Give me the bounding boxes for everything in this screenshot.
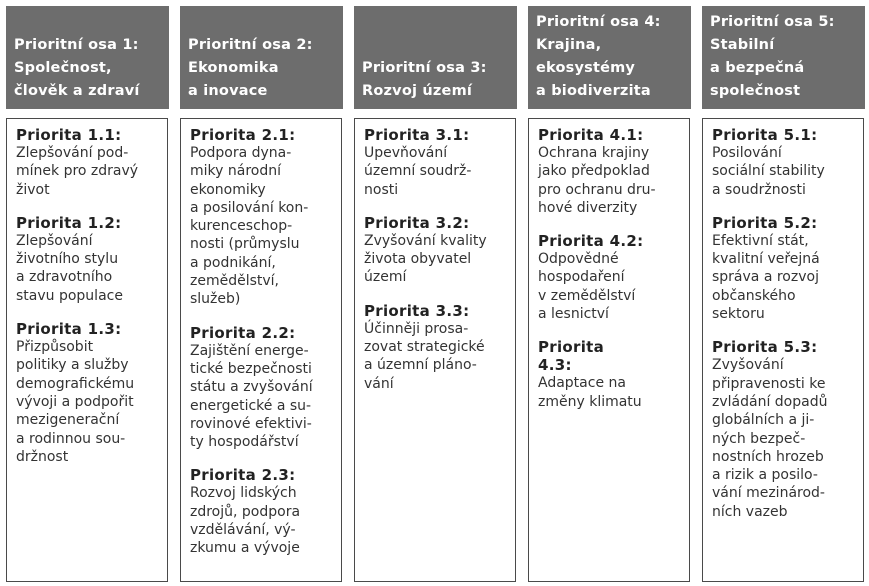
priority-description-line: ních vazeb — [712, 503, 788, 520]
priority-title — [538, 126, 683, 144]
priority-title-line: Priorita 1.2: — [16, 213, 122, 232]
priority-title-line: Priorita 4.2: — [538, 232, 644, 251]
priority-description-line: Upevňování — [364, 145, 448, 161]
priority-description-line: držnost — [16, 448, 69, 465]
priority-title-line: Priorita 3.1: — [364, 126, 470, 144]
priority-description-line: kvalitní veřejná — [712, 251, 820, 268]
axis-header-line: Rozvoj území — [362, 83, 473, 99]
priority-item — [364, 126, 509, 199]
priority-item — [16, 214, 161, 305]
priority-title-line: Priorita 3.3: — [364, 301, 470, 320]
priority-description — [16, 338, 161, 466]
axis-header-line: Společnost, — [14, 60, 112, 76]
priority-item — [190, 466, 335, 557]
axis-header-line: ekosystémy — [536, 60, 636, 76]
priority-description — [364, 320, 509, 393]
axis-header-line: a biodiverzita — [536, 83, 651, 99]
priority-description-line: území — [364, 269, 407, 286]
priority-title — [538, 232, 683, 250]
priority-description-line: a zdravotního — [16, 269, 113, 286]
priority-item — [712, 214, 857, 323]
priority-item — [16, 126, 161, 199]
axis-header — [702, 6, 865, 109]
priority-description-line: demografickému — [16, 375, 135, 392]
priority-description-line: ekonomiky — [190, 181, 266, 198]
priority-description-line: Zvyšování — [712, 357, 784, 374]
axis-header-line: a bezpečná — [710, 60, 805, 76]
priority-title-line: Priorita 3.2: — [364, 213, 470, 232]
priority-description-line: Účinněji prosa- — [364, 320, 469, 337]
priority-title — [712, 126, 857, 144]
priority-title-line: Priorita 1.1: — [16, 126, 122, 144]
priority-description-line: ty hospodářství — [190, 434, 299, 451]
priority-description — [712, 144, 857, 199]
priority-title — [16, 320, 161, 338]
priority-description-line: globálních a ji- — [712, 412, 815, 429]
priority-item — [712, 338, 857, 521]
priority-description — [190, 144, 335, 309]
priorities-box — [180, 118, 342, 582]
priority-item — [16, 320, 161, 466]
priority-title-line: Priorita 4.1: — [538, 126, 644, 144]
priority-description-line: vání — [364, 375, 394, 392]
priority-description — [190, 342, 335, 452]
priority-description-line: Rozvoj lidských — [190, 485, 297, 502]
priority-description — [190, 484, 335, 557]
priority-description-line: občanského — [712, 287, 796, 304]
priority-title — [364, 214, 509, 232]
priority-description-line: politiky a služby — [16, 357, 129, 374]
priority-description-line: vývoji a podpořit — [16, 393, 134, 410]
priority-item — [538, 232, 683, 323]
priority-description-line: a rodinnou sou- — [16, 430, 126, 447]
priority-description-line: připravenosti ke — [712, 375, 826, 392]
priority-item — [712, 126, 857, 199]
priority-description-line: ných bezpeč- — [712, 430, 806, 447]
axis-header-line: Ekonomika — [188, 60, 279, 76]
priority-description-line: zvládání dopadů — [712, 393, 828, 410]
priority-description-line: Přizpůsobit — [16, 339, 94, 356]
priority-description-line: nosti (průmyslu — [190, 236, 300, 253]
priority-title — [16, 214, 161, 232]
priority-description-line: miky národní — [190, 163, 281, 180]
priority-description-line: a soudržnosti — [712, 181, 806, 198]
priority-description-line: nosti — [364, 181, 399, 198]
priority-description — [712, 356, 857, 521]
priority-description-line: Odpovědné — [538, 251, 619, 268]
priority-title — [190, 324, 335, 342]
priority-description-line: vzdělávání, vý- — [190, 522, 296, 539]
priorities-box — [354, 118, 516, 582]
priority-description-line: rovinové efektivi- — [190, 415, 312, 432]
axis-header-line: Stabilní — [710, 37, 775, 53]
priority-description-line: hospodaření — [538, 269, 625, 286]
priority-description-line: Zlepšování — [16, 232, 93, 249]
priority-description-line: sektoru — [712, 306, 765, 323]
priority-description-line: energetické a su- — [190, 397, 312, 414]
axis-header — [180, 6, 343, 109]
priority-description — [538, 250, 683, 323]
priority-description-line: hové diverzity — [538, 199, 638, 216]
priority-description — [16, 232, 161, 305]
priority-description-line: mínek pro zdravý — [16, 163, 139, 180]
axis-header-line: a inovace — [188, 83, 268, 99]
priority-description-line: zkumu a vývoje — [190, 540, 300, 557]
priority-title-line: Priorita 2.2: — [190, 323, 296, 342]
priority-description — [16, 144, 161, 199]
priority-description — [538, 144, 683, 217]
priority-description-line: a územní pláno- — [364, 357, 477, 374]
axis-header-line: Prioritní osa 5: — [710, 14, 835, 30]
priority-description-line: jako předpoklad — [538, 163, 650, 180]
axis-header-line: Prioritní osa 1: — [14, 37, 139, 53]
priority-description-line: územní soudrž- — [364, 163, 472, 180]
axis-header-line: Prioritní osa 3: — [362, 60, 487, 76]
priority-description-line: a rizik a posilo- — [712, 467, 818, 484]
axis-header — [528, 6, 691, 109]
priority-description — [538, 374, 683, 411]
priority-title — [364, 126, 509, 144]
priority-description-line: Zlepšování pod- — [16, 145, 129, 161]
priority-description-line: stavu populace — [16, 287, 123, 304]
priority-description — [712, 232, 857, 323]
priority-description-line: zdrojů, podpora — [190, 503, 301, 520]
priority-description-line: zemědělství, — [190, 273, 280, 290]
priority-description-line: zovat strategické — [364, 339, 485, 356]
priority-description-line: kurenceschop- — [190, 218, 293, 235]
priority-title-line: Priorita 5.3: — [712, 338, 818, 357]
axis-header-line: Prioritní osa 4: — [536, 14, 661, 30]
priority-description-line: Zvyšování kvality — [364, 232, 487, 249]
priority-title — [712, 214, 857, 232]
priority-item — [364, 302, 509, 393]
priority-description-line: života obyvatel — [364, 251, 472, 268]
priority-description-line: Zajištění energe- — [190, 342, 309, 359]
priority-description-line: správa a rozvoj — [712, 269, 819, 286]
priority-description-line: a posilování kon- — [190, 199, 309, 216]
priority-description-line: a lesnictví — [538, 306, 609, 323]
priority-title — [190, 126, 335, 144]
priority-description-line: mezigenerační — [16, 412, 120, 429]
priorities-box — [528, 118, 690, 582]
priority-title-line: Priorita 5.1: — [712, 126, 818, 144]
priority-item — [190, 324, 335, 452]
priority-item — [538, 126, 683, 217]
priority-title — [538, 338, 683, 374]
priorities-box — [702, 118, 864, 582]
axis-header-line: Prioritní osa 2: — [188, 37, 313, 53]
priority-description — [364, 232, 509, 287]
priority-item — [538, 338, 683, 411]
priority-title-line: Priorita 2.1: — [190, 126, 296, 144]
axis-header-line: Krajina, — [536, 37, 602, 53]
priority-title-line: 4.3: — [538, 356, 572, 375]
priority-description-line: a podnikání, — [190, 254, 276, 271]
priority-description-line: Posilování — [712, 145, 782, 161]
priority-description — [364, 144, 509, 199]
axis-header-line: společnost — [710, 83, 801, 99]
priority-title-line: Priorita 5.2: — [712, 213, 818, 232]
priority-description-line: nostních hrozeb — [712, 448, 824, 465]
priority-description-line: Adaptace na — [538, 375, 626, 392]
priority-description-line: pro ochranu dru- — [538, 181, 656, 198]
priority-description-line: v zemědělství — [538, 287, 636, 304]
priority-item — [190, 126, 335, 309]
priority-description-line: služeb) — [190, 291, 241, 308]
priorities-box — [6, 118, 168, 582]
priority-title-line: Priorita — [538, 338, 605, 357]
priority-description-line: státu a zvyšování — [190, 379, 313, 396]
priority-title — [16, 126, 161, 144]
axis-header — [6, 6, 169, 109]
priority-description-line: vání mezinárod- — [712, 485, 825, 502]
priority-description-line: Podpora dyna- — [190, 145, 292, 161]
priority-description-line: sociální stability — [712, 163, 825, 180]
axis-header — [354, 6, 517, 109]
axis-header-line: člověk a zdraví — [14, 83, 140, 99]
priority-description-line: Efektivní stát, — [712, 232, 809, 249]
priority-title — [712, 338, 857, 356]
priority-description-line: Ochrana krajiny — [538, 145, 650, 161]
priority-title-line: Priorita 1.3: — [16, 320, 122, 339]
priority-description-line: tické bezpečnosti — [190, 360, 312, 377]
priority-item — [364, 214, 509, 287]
priority-title — [364, 302, 509, 320]
priority-title — [190, 466, 335, 484]
priority-description-line: život — [16, 181, 50, 198]
priority-description-line: změny klimatu — [538, 393, 642, 410]
priority-title-line: Priorita 2.3: — [190, 466, 296, 485]
priority-description-line: životního stylu — [16, 251, 119, 268]
